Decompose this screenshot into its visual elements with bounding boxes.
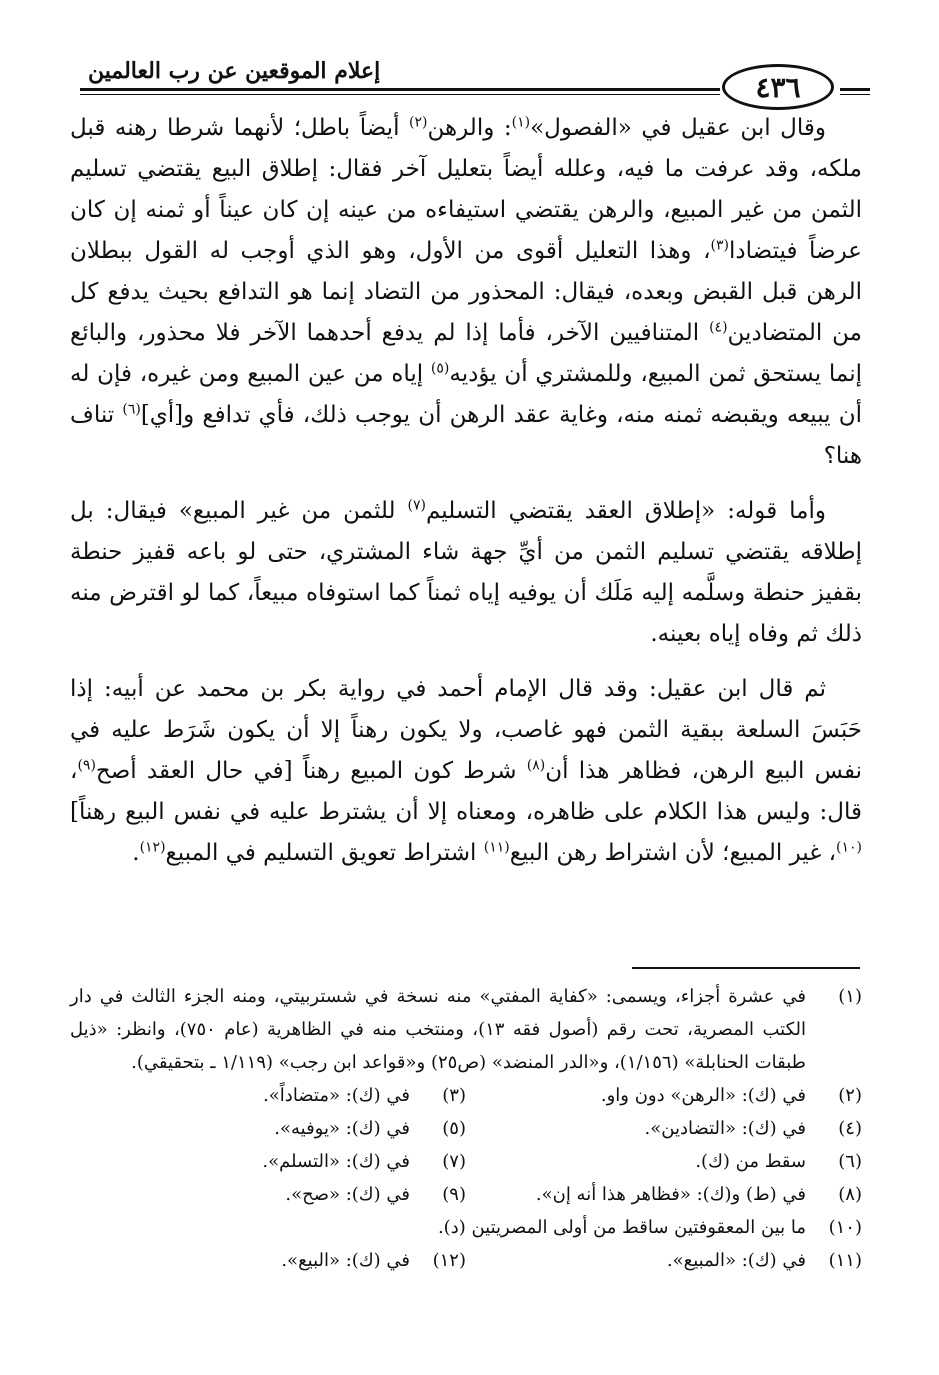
footnote-marker: (٥) bbox=[430, 360, 450, 377]
footnote-separator bbox=[632, 967, 860, 969]
footnote-text: في (ك): «صح». bbox=[285, 1184, 410, 1205]
footnote-8 bbox=[466, 1178, 862, 1211]
footnote-number: (٣) bbox=[442, 1085, 466, 1106]
paragraph bbox=[70, 669, 862, 874]
footnote-marker: (٣) bbox=[710, 237, 729, 254]
paragraph bbox=[70, 108, 862, 477]
footnote-text: في (ك): «الرهن» دون واو. bbox=[600, 1085, 806, 1106]
running-title: إعلام الموقعين عن رب العالمين bbox=[88, 58, 381, 84]
footnote-number: (١٢) bbox=[432, 1250, 466, 1271]
main-text bbox=[70, 108, 862, 874]
footnote-marker: (١٢) bbox=[139, 839, 166, 856]
text-run: وقال ابن عقيل في «الفصول» bbox=[530, 115, 826, 141]
text-run: شرط كون المبيع رهناً [في حال العقد أصح bbox=[95, 758, 527, 784]
text-run: وأما قوله: «إطلاق العقد يقتضي التسليم bbox=[425, 498, 826, 524]
footnote-text: سقط من (ك). bbox=[695, 1151, 806, 1172]
footnote-marker: (١١) bbox=[483, 839, 510, 856]
header-rule bbox=[80, 88, 720, 91]
footnote-number: (٨) bbox=[838, 1184, 862, 1205]
footnote-2 bbox=[466, 1079, 862, 1112]
footnote-text: في (ك): «متضاداً». bbox=[263, 1085, 410, 1106]
footnote-marker: (٨) bbox=[526, 757, 546, 774]
text-run: إياه من عين المبيع ومن غيره، فإن له أن يبيعه ويقبضه ثمنه منه، وغاية عقد الرهن أن يوجب ذلك، فأي تدافع و[أي] bbox=[70, 361, 862, 428]
text-run: للثمن من غير المبيع» فيقال: بل إطلاقه يقتضي تسليم الثمن من أيِّ جهة شاء المشتري، حتى لو باعه قفيز حنطة بقفيز حنطة وسلَّمه إليه مَلَك أن يوفيه إياه ثمناً كما استوفاه مبيعاً، كما لو اقترض منه ذلك ثم وفاه إياه بعينه. bbox=[70, 498, 862, 647]
footnote-marker: (١) bbox=[511, 114, 531, 131]
footnote-number: (١١) bbox=[828, 1250, 862, 1271]
footnote-number: (١) bbox=[838, 986, 862, 1007]
footnote-4 bbox=[466, 1112, 862, 1145]
footnote-1 bbox=[70, 980, 862, 1079]
footnote-text: في (ك): «التسلم». bbox=[262, 1151, 410, 1172]
text-run: . bbox=[132, 840, 140, 866]
footnote-marker: (٤) bbox=[709, 319, 728, 336]
text-run: : والرهن bbox=[427, 115, 512, 141]
footnote-number: (٩) bbox=[442, 1184, 466, 1205]
text-run: ، وهذا التعليل أقوى من الأول، وهو الذي أوجب له القول ببطلان الرهن قبل القبض وبعده، فيقال: المحذور من التضاد إنما هو التدافع بحيث يدفع كل من المتضادين bbox=[70, 238, 862, 346]
footnote-marker: (٦) bbox=[122, 401, 141, 418]
footnote-6 bbox=[466, 1145, 862, 1178]
footnote-marker: (٢) bbox=[409, 114, 428, 131]
text-run: ، قال: وليس هذا الكلام على ظاهره، ومعناه إلا أن يشترط عليه في نفس البيع رهناً] bbox=[70, 758, 862, 825]
text-run: ، غير المبيع؛ لأن اشتراط رهن البيع bbox=[509, 840, 837, 866]
footnote-text: ما بين المعقوفتين ساقط من أولى المصريتين (د). bbox=[437, 1217, 806, 1238]
footnote-number: (١٠) bbox=[828, 1217, 862, 1238]
paragraph bbox=[70, 491, 862, 655]
header-rule-thin bbox=[80, 94, 720, 95]
footnotes bbox=[70, 980, 862, 1277]
footnote-text: في (ك): «يوفيه». bbox=[274, 1118, 410, 1139]
footnote-text: في (ط) و(ك): «فظاهر هذا أنه إن». bbox=[535, 1184, 806, 1205]
footnote-marker: (١٠) bbox=[836, 839, 862, 856]
footnote-7 bbox=[70, 1145, 466, 1178]
footnote-text: في (ك): «البيع». bbox=[281, 1250, 410, 1271]
header-rule-right-thin bbox=[840, 94, 870, 95]
footnote-12 bbox=[70, 1244, 466, 1277]
footnote-3 bbox=[70, 1079, 466, 1112]
footnote-number: (٧) bbox=[442, 1151, 466, 1172]
page-number: ٤٣٦ bbox=[722, 64, 834, 110]
page-header bbox=[70, 48, 870, 108]
footnote-number: (٦) bbox=[838, 1151, 862, 1172]
footnote-number: (٢) bbox=[838, 1085, 862, 1106]
footnote-marker: (٩) bbox=[77, 757, 96, 774]
footnote-9 bbox=[70, 1178, 466, 1211]
text-run: أيضاً باطل؛ لأنهما شرطا رهنه قبل ملكه، وقد عرفت ما فيه، وعلله أيضاً بتعليل آخر فقال: إطلاق البيع يقتضي تسليم الثمن من غير المبيع، والرهن يقتضي استيفاءه من عينه إن كان عيناً أو ثمنه إن كان عرضاً فيتضادا bbox=[70, 115, 862, 264]
footnote-marker: (٧) bbox=[407, 497, 426, 514]
footnote-number: (٥) bbox=[442, 1118, 466, 1139]
text-run: تناف هنا؟ bbox=[70, 402, 862, 469]
footnote-text: في (ك): «التضادين». bbox=[644, 1118, 806, 1139]
footnote-number: (٤) bbox=[838, 1118, 862, 1139]
footnote-10 bbox=[70, 1211, 862, 1244]
text-run: ثم قال ابن عقيل: وقد قال الإمام أحمد في رواية بكر بن محمد عن أبيه: إذا حَبَسَ السلعة ببقية الثمن فهو غاصب، ولا يكون رهناً إلا أن يكون شَرَط عليه في نفس البيع الرهن، فظاهر هذا أن bbox=[70, 676, 862, 784]
text-run: المتنافيين الآخر، فأما إذا لم يدفع أحدهما الآخر فلا محذور، والبائع إنما يستحق ثمن المبيع، وللمشتري أن يؤديه bbox=[70, 320, 862, 387]
footnote-5 bbox=[70, 1112, 466, 1145]
footnote-text: في عشرة أجزاء، ويسمى: «كفاية المفتي» منه نسخة في شستربيتي، ومنه الجزء الثالث في دار الكتب المصرية، تحت رقم (أصول فقه ١٣)، ومنتخب منه في الظاهرية (عام ٧٥٠)، وانظر: «ذيل طبقات الحنابلة» (١/١٥٦)، و«الدر المنضد» (ص٢٥) و«قواعد ابن رجب» (١/١١٩ ـ بتحقيقي). bbox=[70, 986, 806, 1073]
header-rule-right bbox=[840, 88, 870, 91]
footnote-text: في (ك): «المبيع». bbox=[666, 1250, 806, 1271]
text-run: اشتراط تعويق التسليم في المبيع bbox=[165, 840, 484, 866]
footnote-11 bbox=[466, 1244, 862, 1277]
